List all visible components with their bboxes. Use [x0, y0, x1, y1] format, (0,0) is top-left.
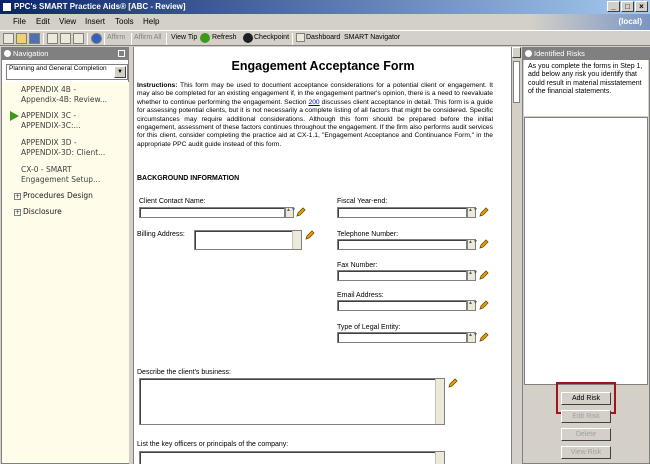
- nav-item-cx-0[interactable]: [21, 165, 100, 185]
- field-scroll-icon[interactable]: ▲▼: [467, 300, 476, 311]
- tree-node-procedures-design[interactable]: [14, 191, 93, 200]
- help-icon[interactable]: [91, 33, 102, 44]
- legal-entity-input[interactable]: [337, 332, 467, 343]
- phase-select[interactable]: [6, 64, 128, 80]
- instructions-part-a: This form may be used to document acceptance considerations for a potential client or engagement. It may also be completed for an existing engagement if, in the engagement partner's opinion, there is a need to reevaluate whether to continue performing the engagement. Section: [137, 82, 493, 106]
- field-scroll-icon[interactable]: ▲▼: [467, 239, 476, 250]
- checkpoint-button[interactable]: Checkpoint: [254, 34, 290, 41]
- checkpoint-icon: [243, 33, 253, 43]
- nav-item-line2: Engagement Setup...: [21, 175, 101, 184]
- current-item-arrow-icon: [10, 111, 19, 121]
- menu-help[interactable]: Help: [143, 17, 160, 26]
- field-scroll-icon[interactable]: ▲▼: [467, 332, 476, 343]
- nav-item-line1: APPENDIX 3D -: [21, 138, 77, 147]
- instructions-part-b: discusses client acceptance in detail. This form is a guide for assessing potential clients, but it is not necessarily a complete listing of all factors that might be considered. Specific circumstances may require additional considerations. Although this form should be prepared before the initial engagement, assessment of these factors continues throughout the engagement. If the firm also performs audit services for this client, consider completing the practice aid at CX-1.1, "Engagement Acceptance and Continuance Form," in the appropriate PPC audit guide instead of this form.: [137, 98, 493, 148]
- key-officers-input[interactable]: [139, 451, 445, 464]
- delete-risk-button[interactable]: Delete: [561, 428, 611, 441]
- document-icon[interactable]: [73, 33, 84, 44]
- email-label: Email Address:: [337, 292, 384, 299]
- open-folder-icon[interactable]: [16, 33, 27, 44]
- affirm-all-button[interactable]: Affirm All: [134, 34, 162, 41]
- fiscal-year-end-input[interactable]: [337, 207, 467, 218]
- section-200-link[interactable]: 200: [308, 98, 320, 106]
- section-heading: BACKGROUND INFORMATION: [137, 175, 240, 182]
- refresh-icon: [200, 33, 210, 43]
- instructions-label: Instructions:: [137, 82, 178, 89]
- risk-instructions: As you complete the forms in Step 1, add below any risk you identify that could result in material misstatement of the financial statements.: [524, 60, 648, 116]
- pencil-icon[interactable]: [479, 300, 489, 310]
- navigation-title: Navigation: [13, 49, 49, 58]
- dashboard-button[interactable]: Dashboard: [306, 34, 341, 41]
- field-scroll-icon[interactable]: ▲▼: [467, 207, 476, 218]
- expand-icon[interactable]: +: [15, 192, 21, 200]
- pencil-icon[interactable]: [448, 378, 458, 388]
- add-risk-button[interactable]: Add Risk: [561, 392, 611, 405]
- phase-select-value: Planning and General Completion: [9, 65, 107, 72]
- pin-icon[interactable]: [118, 50, 125, 57]
- tree-node-label: Procedures Design: [23, 191, 93, 200]
- close-button[interactable]: ×: [635, 1, 648, 12]
- view-risk-button[interactable]: View Risk: [561, 446, 611, 459]
- nav-item-line1: APPENDIX 4B -: [21, 85, 77, 94]
- identified-risks-pane: [522, 47, 650, 464]
- navigation-list: [2, 82, 130, 463]
- navigation-pane: [1, 47, 129, 464]
- key-officers-label: List the key officers or principals of the company:: [137, 441, 289, 448]
- tree-node-disclosure[interactable]: [14, 207, 62, 216]
- form-document: [133, 47, 511, 464]
- describe-business-label: Describe the client's business:: [137, 369, 231, 376]
- identified-risks-title: Identified Risks: [534, 49, 585, 58]
- menu-bar: [0, 14, 650, 30]
- page-title: Engagement Acceptance Form: [231, 59, 415, 73]
- nav-item-line2: Appendix-4B: Review...: [21, 95, 108, 104]
- nav-item-line1: CX-0 - SMART: [21, 165, 72, 174]
- client-contact-label: Client Contact Name:: [139, 198, 206, 205]
- connection-status: (local): [618, 17, 642, 26]
- menu-tools[interactable]: Tools: [115, 17, 134, 26]
- billing-address-input[interactable]: [194, 230, 302, 250]
- menu-insert[interactable]: Insert: [85, 17, 106, 26]
- paste-icon[interactable]: [60, 33, 71, 44]
- fax-input[interactable]: [337, 270, 467, 281]
- window-title-bar: [0, 0, 650, 14]
- expand-icon[interactable]: +: [15, 208, 21, 216]
- menu-view[interactable]: View: [59, 17, 77, 26]
- field-scroll-icon[interactable]: ▲▼: [285, 207, 294, 218]
- nav-item-line2: APPENDIX-3D: Client...: [21, 148, 106, 157]
- new-icon[interactable]: [3, 33, 14, 44]
- nav-item-appendix-3c[interactable]: [21, 111, 81, 131]
- scroll-up-icon[interactable]: [512, 47, 521, 58]
- pencil-icon[interactable]: [479, 239, 489, 249]
- field-scroll-icon[interactable]: ▲▼: [467, 270, 476, 281]
- chevron-down-icon[interactable]: ▼: [114, 66, 126, 78]
- dashboard-icon: [296, 33, 305, 42]
- save-icon[interactable]: [29, 33, 40, 44]
- view-tip-button[interactable]: View Tip: [171, 34, 198, 41]
- nav-item-appendix-4b[interactable]: [21, 85, 107, 105]
- tree-node-label: Disclosure: [23, 207, 62, 216]
- menu-edit[interactable]: Edit: [36, 17, 50, 26]
- scrollbar[interactable]: [435, 452, 444, 464]
- copy-icon[interactable]: [47, 33, 58, 44]
- app-icon: [2, 2, 12, 12]
- navigation-header: [2, 48, 128, 60]
- window-title: PPC's SMART Practice Aids® [ABC - Review]: [14, 2, 186, 11]
- fax-label: Fax Number:: [337, 262, 378, 269]
- nav-item-line1: APPENDIX 3C -: [21, 111, 77, 120]
- scrollbar[interactable]: [435, 379, 444, 424]
- scrollbar[interactable]: [292, 231, 301, 249]
- risks-icon: [525, 50, 532, 57]
- nav-item-line2: APPENDIX-3C:...: [21, 121, 81, 130]
- maximize-button[interactable]: □: [621, 1, 634, 12]
- pencil-icon[interactable]: [479, 332, 489, 342]
- email-input[interactable]: [337, 300, 467, 311]
- minimize-button[interactable]: _: [607, 1, 620, 12]
- document-scrollbar[interactable]: [511, 47, 521, 464]
- billing-address-label: Billing Address:: [137, 231, 185, 238]
- risk-list[interactable]: [524, 117, 648, 385]
- client-contact-input[interactable]: [139, 207, 285, 218]
- scroll-thumb[interactable]: [513, 61, 520, 103]
- navigation-icon: [4, 50, 11, 57]
- pencil-icon[interactable]: [479, 270, 489, 280]
- instructions-text: [137, 82, 493, 149]
- fiscal-year-end-label: Fiscal Year-end:: [337, 198, 388, 205]
- identified-risks-header: [523, 48, 649, 60]
- pencil-icon[interactable]: [296, 207, 306, 217]
- pencil-icon[interactable]: [305, 230, 315, 240]
- affirm-button[interactable]: Affirm: [107, 34, 126, 41]
- telephone-label: Telephone Number:: [337, 231, 399, 238]
- edit-risk-button[interactable]: Edit Risk: [561, 410, 611, 423]
- smart-navigator-button[interactable]: SMART Navigator: [344, 34, 401, 41]
- nav-item-appendix-3d[interactable]: [21, 138, 105, 158]
- telephone-input[interactable]: [337, 239, 467, 250]
- describe-business-input[interactable]: [139, 378, 445, 425]
- pencil-icon[interactable]: [479, 207, 489, 217]
- legal-entity-label: Type of Legal Entity:: [337, 324, 401, 331]
- menu-file[interactable]: File: [13, 17, 26, 26]
- toolbar: [0, 30, 650, 46]
- refresh-button[interactable]: Refresh: [212, 34, 237, 41]
